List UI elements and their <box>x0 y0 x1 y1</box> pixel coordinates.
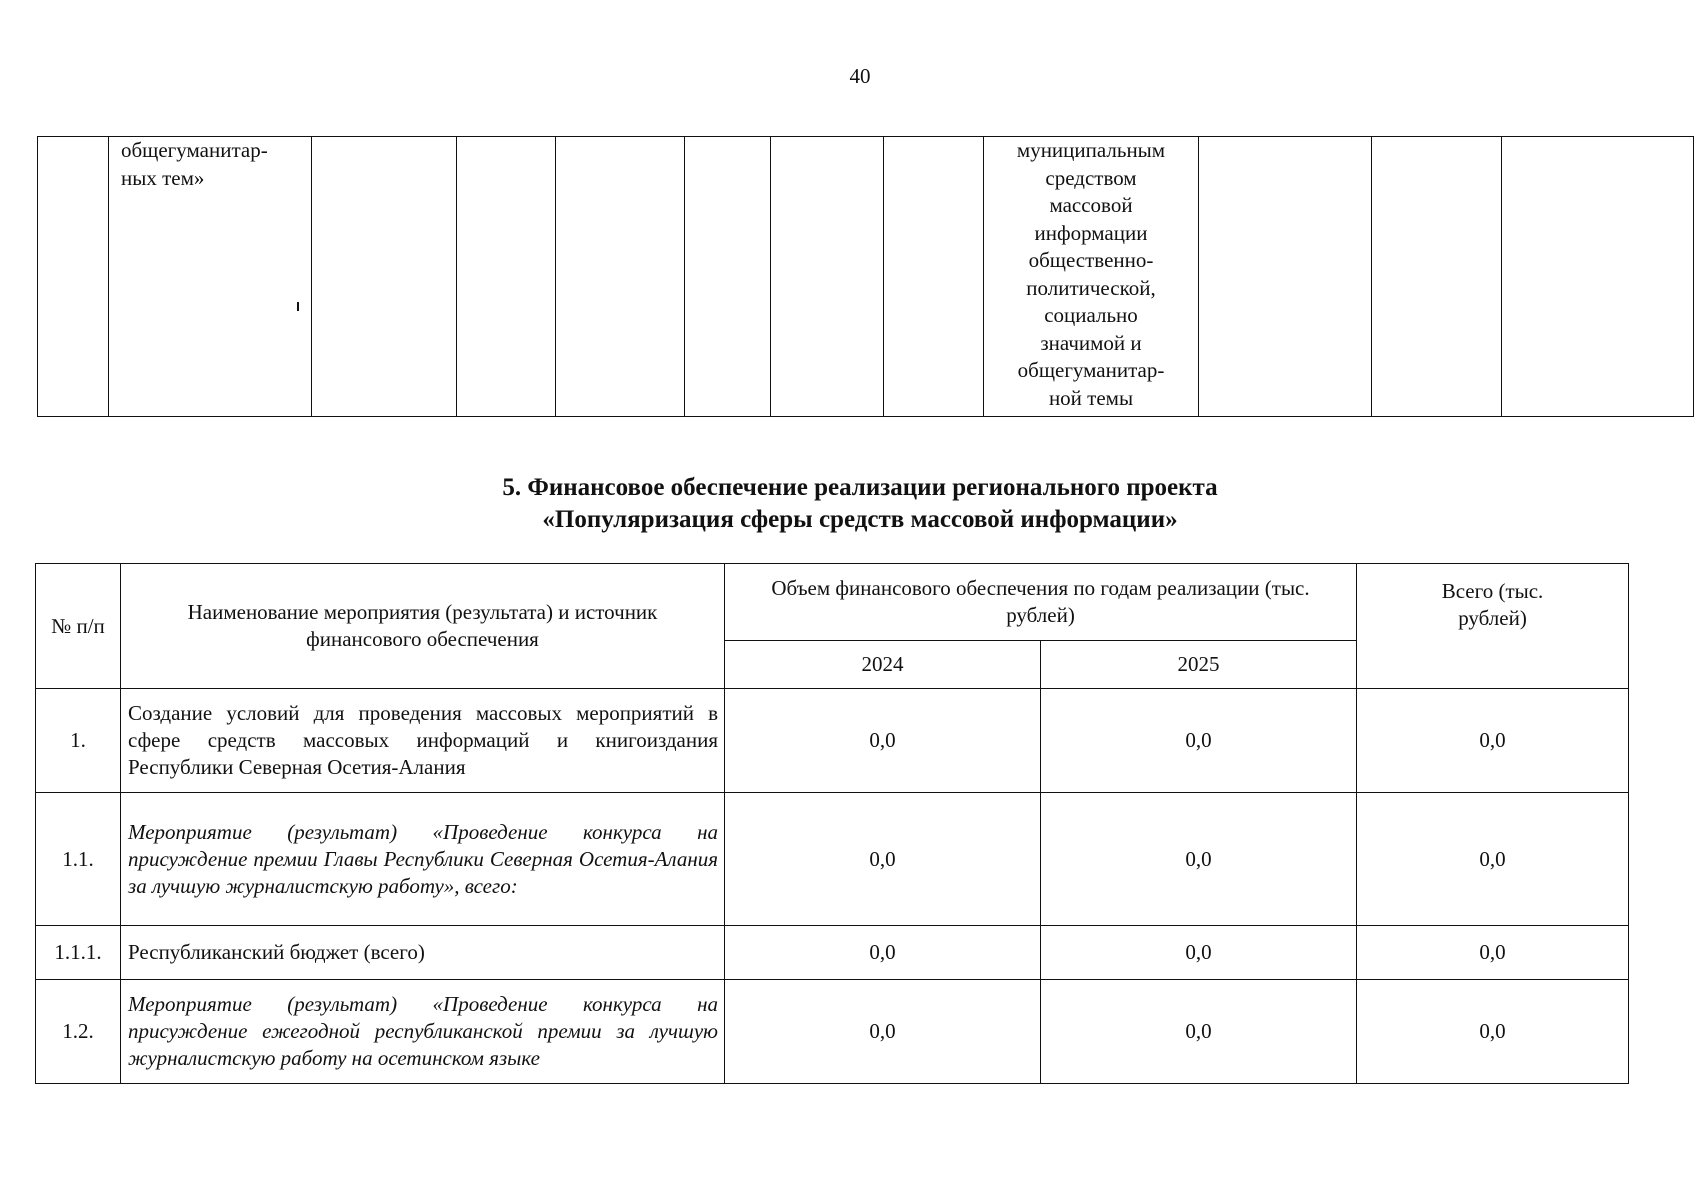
cont-name-line: общегуманитар- <box>121 138 268 162</box>
cont-result-line: общественно- <box>1028 248 1154 272</box>
section-heading-line: 5. Финансовое обеспечение реализации регионального проекта <box>502 474 1218 501</box>
cont-empty-cell <box>312 137 457 417</box>
cont-empty-cell <box>884 137 984 417</box>
cont-result-line: общегуманитар- <box>1017 358 1165 382</box>
table-row <box>36 689 1629 793</box>
row-name: Мероприятие (результат) «Проведение конкурса на присуждение премии Главы Республики Северная Осетия-Алания за лучшую журналистскую работу», всего: <box>121 793 725 926</box>
financing-table <box>35 563 1629 1084</box>
cont-result-cell <box>984 137 1199 417</box>
cont-name-line: ных тем» <box>121 165 205 190</box>
row-total: 0,0 <box>1357 793 1629 926</box>
cont-name-cell <box>109 137 312 417</box>
cont-empty-cell <box>1502 137 1694 417</box>
section-heading-line: «Популяризация сферы средств массовой информации» <box>542 506 1178 533</box>
header-year-2024: 2024 <box>725 641 1041 689</box>
row-value-2025: 0,0 <box>1041 793 1357 926</box>
row-name: Республиканский бюджет (всего) <box>121 926 725 980</box>
header-name: Наименование мероприятия (результата) и источник финансового обеспечения <box>121 564 725 689</box>
cont-empty-cell <box>771 137 884 417</box>
stray-mark <box>297 302 299 311</box>
page-number: 40 <box>849 64 871 88</box>
row-value-2025: 0,0 <box>1041 980 1357 1084</box>
cont-result-line: социально <box>1044 303 1138 327</box>
cont-empty-cell <box>556 137 685 417</box>
row-value-2024: 0,0 <box>725 980 1041 1084</box>
cont-empty-cell <box>457 137 556 417</box>
row-number: 1.1. <box>36 793 121 926</box>
continuation-table <box>37 136 1694 417</box>
table-row <box>36 926 1629 980</box>
cont-result-line: средством <box>1045 165 1137 190</box>
cont-empty-cell <box>38 137 109 417</box>
header-volume: Объем финансового обеспечения по годам реализации (тыс. рублей) <box>725 564 1357 641</box>
row-name: Мероприятие (результат) «Проведение конкурса на присуждение ежегодной республиканской премии за лучшую журналистскую работу на осетинском языке <box>121 980 725 1084</box>
row-value-2024: 0,0 <box>725 793 1041 926</box>
section-heading <box>0 472 1698 536</box>
row-name: Создание условий для проведения массовых мероприятий в сфере средств массовых информаций и книгоиздания Республики Северная Осетия-Алания <box>121 689 725 793</box>
header-total: Всего (тыс. рублей) <box>1357 564 1629 689</box>
cont-empty-cell <box>1199 137 1372 417</box>
cont-result-line: муниципальным <box>1016 138 1166 162</box>
header-number: № п/п <box>36 564 121 689</box>
table-row <box>36 980 1629 1084</box>
row-value-2025: 0,0 <box>1041 689 1357 793</box>
row-value-2025: 0,0 <box>1041 926 1357 980</box>
cont-result-line: массовой <box>1049 193 1133 217</box>
cont-empty-cell <box>1372 137 1502 417</box>
header-row <box>36 564 1629 641</box>
table-row <box>36 793 1629 926</box>
continuation-row <box>38 137 1694 417</box>
row-value-2024: 0,0 <box>725 926 1041 980</box>
row-total: 0,0 <box>1357 980 1629 1084</box>
cont-result-line: значимой и <box>1040 330 1142 355</box>
row-number: 1. <box>36 689 121 793</box>
row-total: 0,0 <box>1357 689 1629 793</box>
row-total: 0,0 <box>1357 926 1629 980</box>
cont-result-line: информации <box>1034 220 1148 245</box>
header-year-2025: 2025 <box>1041 641 1357 689</box>
cont-result-line: политической, <box>1026 275 1156 300</box>
row-number: 1.1.1. <box>36 926 121 980</box>
row-value-2024: 0,0 <box>725 689 1041 793</box>
row-number: 1.2. <box>36 980 121 1084</box>
cont-result-line: ной темы <box>1048 385 1134 410</box>
cont-empty-cell <box>685 137 771 417</box>
